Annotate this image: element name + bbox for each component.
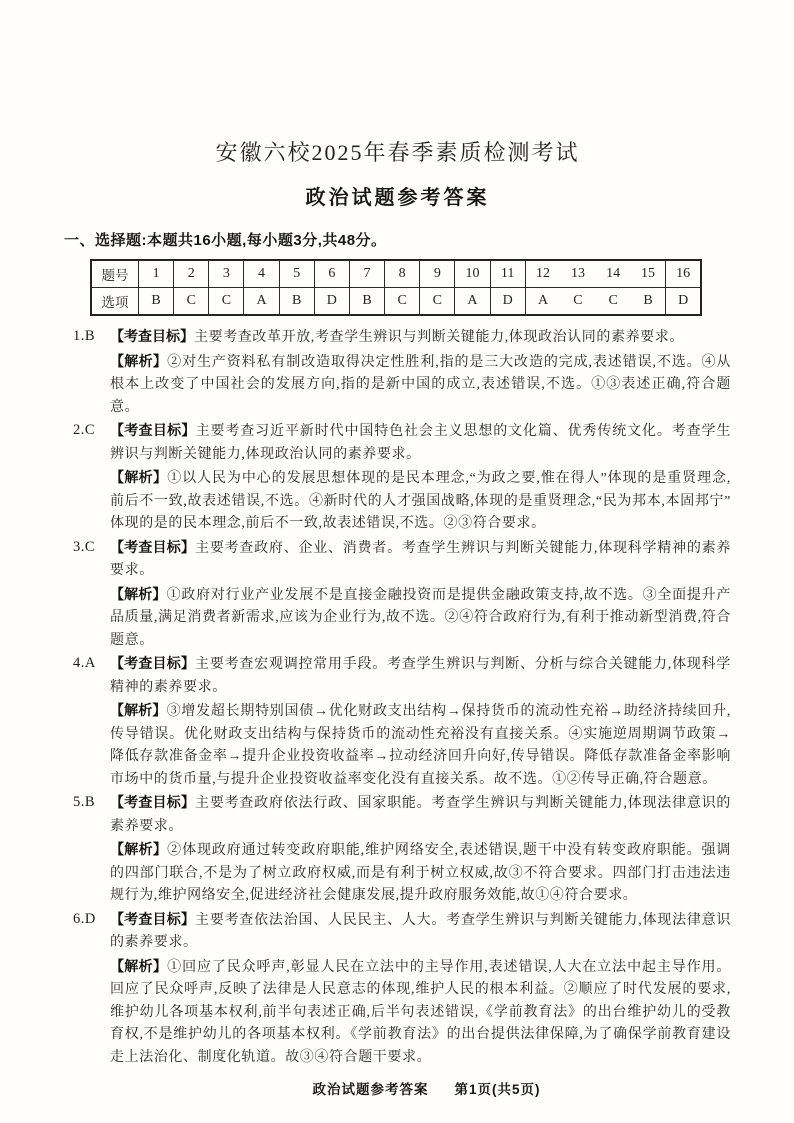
footer-page-number: 第1页(共5页): [454, 1082, 541, 1097]
answer-cell: C: [174, 288, 209, 316]
answer-cell: B: [349, 288, 384, 316]
question-number-cell: 4: [244, 260, 279, 288]
objective-text: 主要考查政府、企业、消费者。考查学生辨识与判断关键能力,体现科学精神的素养要求。: [110, 540, 731, 578]
answer-cell: B: [279, 288, 314, 316]
explanation-item: [64, 325, 731, 419]
explanation-item: [64, 652, 731, 791]
explanation-body: [110, 791, 731, 908]
question-number-cell: 8: [385, 260, 420, 288]
analysis-text: ③增发超长期特别国债→优化财政支出结构→保持货币的流动性充裕→助经济持续回升,传导错误。优化财政支出结构与保持货币的流动性充裕没有直接关系。④实施逆周期调节政策→降低存款准备金率→提升企业投资收益率→拉动经济回升向好,传导错误。降低存款准备金率影响市场中的货币量,与提升企业投资收益率变化没有直接关系。故不选。①②传导正确,符合题意。: [110, 704, 732, 787]
objective-label: 【考查目标】: [110, 538, 196, 555]
analysis-label: 【解析】: [110, 469, 168, 485]
answer-cell: C: [385, 288, 420, 316]
answer-cell: A: [244, 288, 279, 316]
explanation-item: [64, 419, 731, 536]
analysis-paragraph: [110, 350, 731, 420]
objective-paragraph: [110, 325, 731, 350]
analysis-text: ②对生产资料私有制改造取得决定性胜利,指的是三大改造的完成,表述错误,不选。④从根本上改变了中国社会的发展方向,指的是新中国的成立,表述错误,不选。①③表述正确,符合题意。: [110, 354, 732, 415]
analysis-paragraph: [110, 466, 731, 536]
question-number-cell: 1: [139, 260, 174, 288]
objective-paragraph: [110, 652, 731, 699]
objective-text: 主要考查宏观调控常用手段。考查学生辨识与判断、分析与综合关键能力,体现科学精神的素养要求。: [110, 657, 731, 695]
question-number-row-header: 题号: [91, 260, 139, 288]
analysis-text: ①回应了民众呼声,彰显人民在立法中的主导作用,表述错误,人大在立法中起主导作用。回应了民众呼声,反映了法律是人民意志的体现,维护人民的根本利益。②顺应了时代发展的要求,维护幼儿各项基本权利,前半句表述正确,后半句表述错误,《学前教育法》的出台维护幼儿的受教育权,不是维护幼儿的各项基本权利。《学前教育法》的出台提供法律保障,为了确保学前教育建设走上法治化、制度化轨道。故③④符合题干要求。: [110, 959, 732, 1065]
objective-text: 主要考查改革开放,考查学生辨识与判断关键能力,体现政治认同的素养要求。: [194, 330, 684, 345]
objective-paragraph: [110, 536, 731, 583]
objective-paragraph: [110, 419, 731, 466]
question-number-cell: 12: [525, 260, 560, 288]
answer-cell: C: [560, 288, 595, 316]
explanations-list: [64, 325, 731, 1069]
answer-cell: C: [596, 288, 631, 316]
answer-cell: C: [209, 288, 244, 316]
answer-table: [90, 259, 702, 316]
answer-cell: D: [666, 288, 701, 316]
explanation-body: [110, 536, 731, 653]
question-number-cell: 7: [349, 260, 384, 288]
answer-cell: A: [525, 288, 560, 316]
explanation-item: [64, 791, 731, 908]
objective-label: 【考查目标】: [110, 655, 196, 671]
question-number-cell: 14: [596, 260, 631, 288]
objective-label: 【考查目标】: [110, 422, 196, 438]
question-number-cell: 2: [174, 260, 209, 288]
answer-cell: D: [490, 288, 525, 316]
analysis-text: ①以人民为中心的发展思想体现的是民本理念,“为政之要,惟在得人”体现的是重贤理念,前后不一致,故表述错误,不选。④新时代的人才强国战略,体现的是重贤理念,“民为邦本,本固邦宁”体现的是的民本理念,前后不一致,故表述错误,不选。②③符合要求。: [110, 471, 732, 531]
answer-row-header: 选项: [91, 288, 139, 316]
explanation-body: [110, 908, 731, 1070]
objective-text: 主要考查依法治国、人民民主、人大。考查学生辨识与判断关键能力,体现法律意识的素养要求。: [110, 912, 731, 950]
objective-paragraph: [110, 908, 731, 955]
explanation-body: [110, 652, 731, 791]
question-answer-label: 5.B: [73, 794, 96, 810]
analysis-paragraph: [110, 699, 731, 791]
answer-key-title: 政治试题参考答案: [305, 187, 490, 209]
objective-label: 【考查目标】: [110, 328, 194, 344]
explanation-body: [110, 419, 731, 536]
question-answer-label: 4.A: [73, 655, 96, 671]
question-answer-label: 3.C: [73, 538, 96, 555]
analysis-label: 【解析】: [110, 352, 168, 369]
answer-cell: C: [420, 288, 455, 316]
analysis-label: 【解析】: [110, 957, 168, 974]
answer-cell: B: [139, 288, 174, 316]
objective-label: 【考查目标】: [110, 910, 196, 927]
objective-text: 主要考查习近平新时代中国特色社会主义思想的文化篇、优秀传统文化。考查学生辨识与判断关键能力,体现政治认同的素养要求。: [110, 424, 731, 462]
question-number-cell: 16: [666, 260, 701, 288]
question-number-cell: 6: [314, 260, 349, 288]
question-answer-label: 1.B: [73, 328, 96, 344]
page-footer: [64, 1078, 731, 1098]
exam-title: 安徽六校2025年春季素质检测考试: [215, 140, 580, 165]
question-number-cell: 5: [279, 260, 314, 288]
question-number-cell: 3: [209, 260, 244, 288]
objective-label: 【考查目标】: [110, 794, 196, 810]
question-number-cell: 10: [455, 260, 490, 288]
analysis-label: 【解析】: [110, 585, 167, 602]
footer-doc-label: 政治试题参考答案: [312, 1082, 429, 1097]
answer-cell: A: [455, 288, 490, 316]
question-number-cell: 11: [490, 260, 525, 288]
objective-text: 主要考查政府依法行政、国家职能。考查学生辨识与判断关键能力,体现法律意识的素养要求。: [110, 796, 731, 834]
analysis-paragraph: [110, 955, 731, 1070]
question-number-cell: 15: [631, 260, 666, 288]
objective-paragraph: [110, 791, 731, 838]
question-number-cell: 9: [420, 260, 455, 288]
question-number-cell: 13: [560, 260, 595, 288]
explanation-item: [64, 908, 731, 1070]
question-number-row: [91, 260, 701, 288]
answer-cell: B: [631, 288, 666, 316]
question-answer-label: 6.D: [73, 910, 96, 927]
answer-row: [91, 288, 701, 316]
explanation-item: [64, 536, 731, 653]
analysis-text: ①政府对行业产业发展不是直接金融投资而是提供金融政策支持,故不选。③全面提升产品质量,满足消费者新需求,应该为企业行为,故不选。②④符合政府行为,有利于推动新型消费,符合题意。: [110, 587, 732, 648]
section-1-heading: 一、选择题:本题共16小题,每小题3分,共48分。: [64, 232, 387, 249]
analysis-paragraph: [110, 583, 731, 653]
analysis-label: 【解析】: [110, 841, 168, 857]
analysis-text: ②体现政府通过转变政府职能,维护网络安全,表述错误,题干中没有转变政府职能。强调的四部门联合,不是为了树立政府权威,而是有利于树立权威,故③不符合要求。四部门打击违法违规行为,维护网络安全,促进经济社会健康发展,提升政府服务效能,故①④符合要求。: [110, 843, 732, 903]
question-answer-label: 2.C: [73, 422, 96, 438]
analysis-label: 【解析】: [110, 702, 167, 718]
answer-cell: D: [314, 288, 349, 316]
explanation-body: [110, 325, 731, 419]
analysis-paragraph: [110, 838, 731, 908]
